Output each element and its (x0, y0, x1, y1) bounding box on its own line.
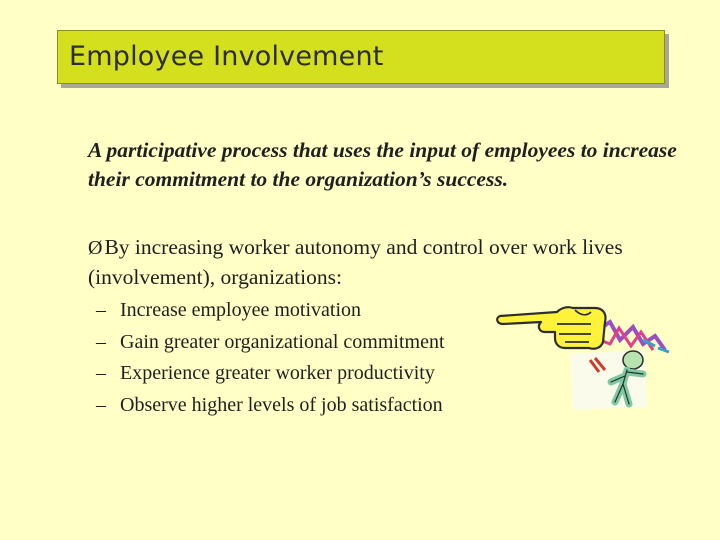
sub-bullet-text: Observe higher levels of job satisfaction (120, 393, 443, 416)
bullet-text: By increasing worker autonomy and control over work lives (involvement), organizations: (88, 235, 623, 289)
sub-bullet-item (96, 295, 445, 327)
title-box (57, 30, 665, 84)
dash-marker: – (96, 393, 106, 416)
sub-bullet-text: Gain greater organizational commitment (120, 330, 445, 353)
bullet-item (88, 233, 688, 292)
arrow-bullet-icon: Ø (88, 237, 103, 259)
sub-bullet-item (96, 358, 445, 390)
definition-text: A participative process that uses the input of employees to increase their commitment to the organization’s success. (88, 138, 677, 191)
dash-marker: – (96, 330, 106, 353)
dash-marker: – (96, 299, 106, 321)
sub-bullet-list (96, 295, 445, 421)
sub-bullet-text: Increase employee motivation (120, 299, 362, 321)
sub-bullet-item (96, 327, 445, 359)
sub-bullet-item (96, 390, 445, 422)
pointing-hand-figure-icon (495, 292, 675, 424)
slide-title: Employee Involvement (69, 41, 384, 72)
dash-marker: – (96, 362, 106, 384)
sub-bullet-text: Experience greater worker productivity (120, 362, 435, 384)
